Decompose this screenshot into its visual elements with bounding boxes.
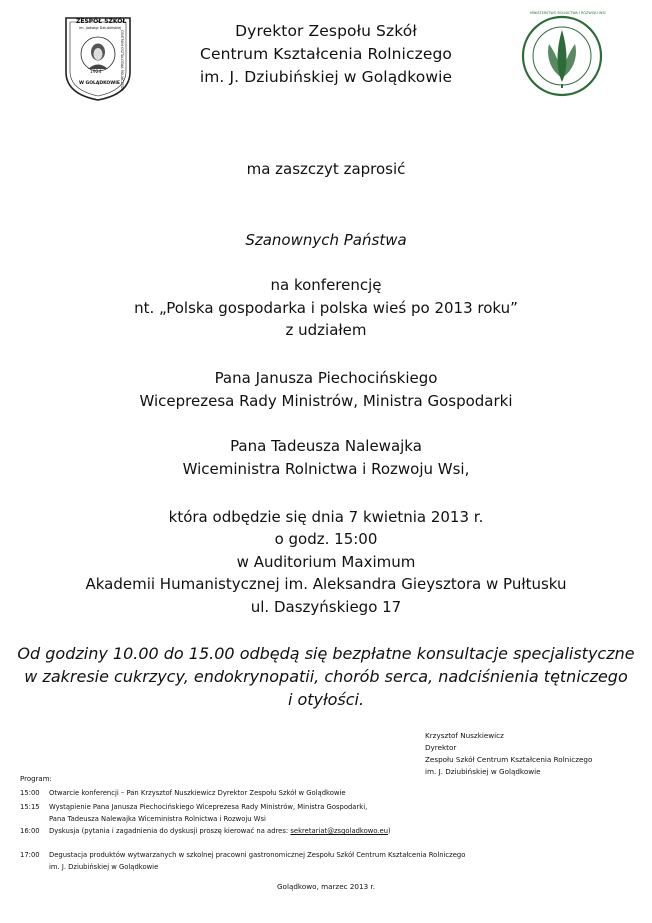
ministry-ring-text: MINISTERSTWO ROLNICTWA I ROZWOJU WSI bbox=[530, 11, 606, 15]
crest-side-text: CENTRUM KSZTAŁCENIA ROLNICZEGO bbox=[120, 30, 124, 91]
guest2-title: Wiceministra Rolnictwa i Rozwoju Wsi, bbox=[182, 460, 470, 478]
consultations-line-1: Od godziny 10.00 do 15.00 odbędą się bezpłatne konsultacje specjalistyczne bbox=[17, 644, 635, 663]
program-time: 15:15 bbox=[20, 803, 40, 811]
footer-place-date: Golądkowo, marzec 2013 r. bbox=[276, 882, 376, 891]
invitation-intro: ma zaszczyt zaprosić bbox=[246, 160, 406, 178]
signature-org-line-2: im. J. Dziubińskiej w Golądkowie bbox=[425, 767, 541, 776]
guest2-name: Pana Tadeusza Nalewajka bbox=[230, 437, 422, 455]
program-heading: Program: bbox=[20, 775, 52, 783]
signature-name: Krzysztof Nuszkiewicz bbox=[425, 731, 504, 740]
program-desc: Wystąpienie Pana Janusza Piechocińskiego Wiceprezesa Rady Ministrów, Ministra Gospodarki, bbox=[49, 803, 368, 811]
email-link[interactable]: sekretariat@zsgoladkowo.eu bbox=[290, 827, 389, 835]
invitation-topic: nt. „Polska gospodarka i polska wieś po 2013 roku” bbox=[134, 299, 518, 317]
guest1-title: Wiceprezesa Rady Ministrów, Ministra Gospodarki bbox=[139, 392, 513, 410]
crest-year: 1924 bbox=[90, 70, 102, 75]
event-academy: Akademii Humanistycznej im. Aleksandra Gieysztora w Pułtusku bbox=[85, 575, 567, 593]
event-date: która odbędzie się dnia 7 kwietnia 2013 r. bbox=[168, 508, 484, 526]
program-desc: Otwarcie konferencji – Pan Krzysztof Nuszkiewicz Dyrektor Zespołu Szkół w Golądkowie bbox=[49, 789, 346, 797]
crest-bottom-text: W GOLĄDKOWIE bbox=[79, 81, 120, 86]
crest-arc-text: ZESPÓŁ SZKÓŁ bbox=[76, 18, 127, 25]
program-desc-cont: im. J. Dziubińskiej w Golądkowie bbox=[49, 863, 159, 871]
header-title-line-1: Dyrektor Zespołu Szkół bbox=[235, 22, 417, 40]
program-time: 15:00 bbox=[20, 789, 40, 797]
invitation-with-participation: z udziałem bbox=[285, 321, 367, 339]
event-time: o godz. 15:00 bbox=[274, 530, 378, 548]
header-title-line-3: im. J. Dziubińskiej w Golądkowie bbox=[199, 68, 453, 86]
crest-inner-text: im. Jadwigi Dziubińskiej bbox=[79, 26, 122, 30]
consultations-line-3: i otyłości. bbox=[287, 690, 365, 709]
program-time: 17:00 bbox=[20, 851, 40, 859]
consultations-line-2: w zakresie cukrzycy, endokrynopatii, chorób serca, nadciśnienia tętniczego bbox=[24, 667, 628, 686]
event-venue: w Auditorium Maximum bbox=[236, 553, 416, 571]
event-street: ul. Daszyńskiego 17 bbox=[250, 598, 402, 616]
program-desc: Degustacja produktów wytwarzanych w szkolnej pracowni gastronomicznej Zespołu Szkół Centrum Kształcenia Rolniczego bbox=[49, 851, 466, 859]
program-desc-cont: Pana Tadeusza Nalewajka Wiceministra Rolnictwa i Rozwoju Wsi bbox=[49, 815, 266, 823]
program-desc: Dyskusja (pytania i zagadnienia do dyskusji proszę kierować na adres: sekretariat@zsgoladkowo.eu) bbox=[49, 827, 391, 835]
header-title-line-2: Centrum Kształcenia Rolniczego bbox=[200, 45, 452, 63]
invitation-addressee: Szanownych Państwa bbox=[245, 231, 407, 249]
program-time: 16:00 bbox=[20, 827, 40, 835]
invitation-on-conference: na konferencję bbox=[270, 276, 382, 294]
signature-role: Dyrektor bbox=[425, 743, 457, 752]
signature-org-line-1: Zespołu Szkół Centrum Kształcenia Rolniczego bbox=[425, 755, 593, 764]
guest1-name: Pana Janusza Piechocińskiego bbox=[214, 369, 438, 387]
